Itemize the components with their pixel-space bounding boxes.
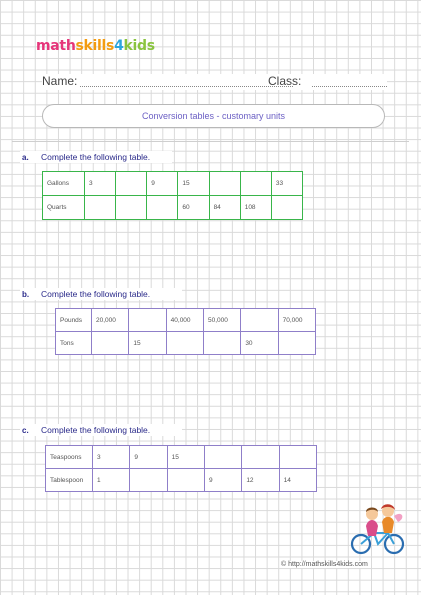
table-row: [46, 446, 317, 469]
question-c-letter: c.: [22, 426, 29, 435]
table-cell[interactable]: 30: [241, 332, 278, 355]
table-cell[interactable]: 9: [147, 172, 178, 196]
class-label: Class:: [268, 74, 302, 88]
table-cell[interactable]: 1: [93, 469, 130, 492]
row-label: Tons: [56, 332, 92, 355]
row-label: Quarts: [43, 196, 85, 220]
question-c-prompt: Complete the following table.: [41, 425, 151, 435]
row-label: Pounds: [56, 309, 92, 332]
table-cell[interactable]: [85, 196, 116, 220]
class-line[interactable]: [312, 86, 387, 87]
table-cell[interactable]: [204, 446, 241, 469]
table-cell[interactable]: 3: [85, 172, 116, 196]
table-cell[interactable]: [209, 172, 240, 196]
question-b-letter: b.: [22, 290, 30, 299]
table-cell[interactable]: [240, 172, 271, 196]
table-cell[interactable]: 40,000: [166, 309, 203, 332]
table-cell[interactable]: 15: [167, 446, 204, 469]
table-cell[interactable]: [203, 332, 240, 355]
logo-part-4: 4: [114, 38, 124, 54]
table-cell[interactable]: [129, 309, 166, 332]
table-cell[interactable]: 108: [240, 196, 271, 220]
footer-url: © http://mathskills4kids.com: [281, 561, 368, 568]
table-cell[interactable]: [241, 309, 278, 332]
table-cell[interactable]: [166, 332, 203, 355]
table-cell[interactable]: 70,000: [278, 309, 315, 332]
gallons-quarts-table: [42, 171, 303, 220]
table-cell[interactable]: [279, 446, 316, 469]
table-cell[interactable]: [278, 332, 315, 355]
section-divider: [12, 141, 409, 142]
table-row: [43, 172, 303, 196]
table-cell[interactable]: [116, 172, 147, 196]
name-label: Name:: [42, 74, 78, 88]
table-row: [43, 196, 303, 220]
table-cell[interactable]: [242, 446, 279, 469]
table-cell[interactable]: 3: [93, 446, 130, 469]
table-cell[interactable]: 15: [178, 172, 209, 196]
question-a-letter: a.: [22, 153, 29, 162]
row-label: Tablespoon: [46, 469, 93, 492]
table-cell[interactable]: 9: [204, 469, 241, 492]
question-a-prompt: Complete the following table.: [41, 152, 151, 162]
table-cell[interactable]: 15: [129, 332, 166, 355]
table-cell[interactable]: 84: [209, 196, 240, 220]
table-cell[interactable]: 14: [279, 469, 316, 492]
site-logo: [36, 38, 155, 54]
name-line[interactable]: [80, 86, 293, 87]
table-cell[interactable]: 33: [271, 172, 302, 196]
kids-bicycle-illustration: [348, 500, 408, 556]
table-cell[interactable]: [167, 469, 204, 492]
table-row: [46, 469, 317, 492]
table-cell[interactable]: [147, 196, 178, 220]
table-cell[interactable]: 20,000: [92, 309, 129, 332]
row-label: Gallons: [43, 172, 85, 196]
table-cell[interactable]: 12: [242, 469, 279, 492]
row-label: Teaspoons: [46, 446, 93, 469]
logo-part-skills: skills: [75, 38, 115, 54]
table-cell[interactable]: 50,000: [203, 309, 240, 332]
table-cell[interactable]: [116, 196, 147, 220]
table-cell[interactable]: 60: [178, 196, 209, 220]
logo-part-math: math: [36, 38, 76, 54]
table-row: [56, 332, 316, 355]
table-cell[interactable]: [92, 332, 129, 355]
table-cell[interactable]: [130, 469, 167, 492]
worksheet-title: Conversion tables - customary units: [42, 104, 385, 128]
pounds-tons-table: [55, 308, 316, 355]
logo-part-kids: kids: [123, 38, 155, 54]
table-row: [56, 309, 316, 332]
name-class-row: [42, 74, 387, 90]
question-b-prompt: Complete the following table.: [41, 289, 151, 299]
table-cell[interactable]: [271, 196, 302, 220]
table-cell[interactable]: 9: [130, 446, 167, 469]
teaspoons-tablespoon-table: [45, 445, 317, 492]
